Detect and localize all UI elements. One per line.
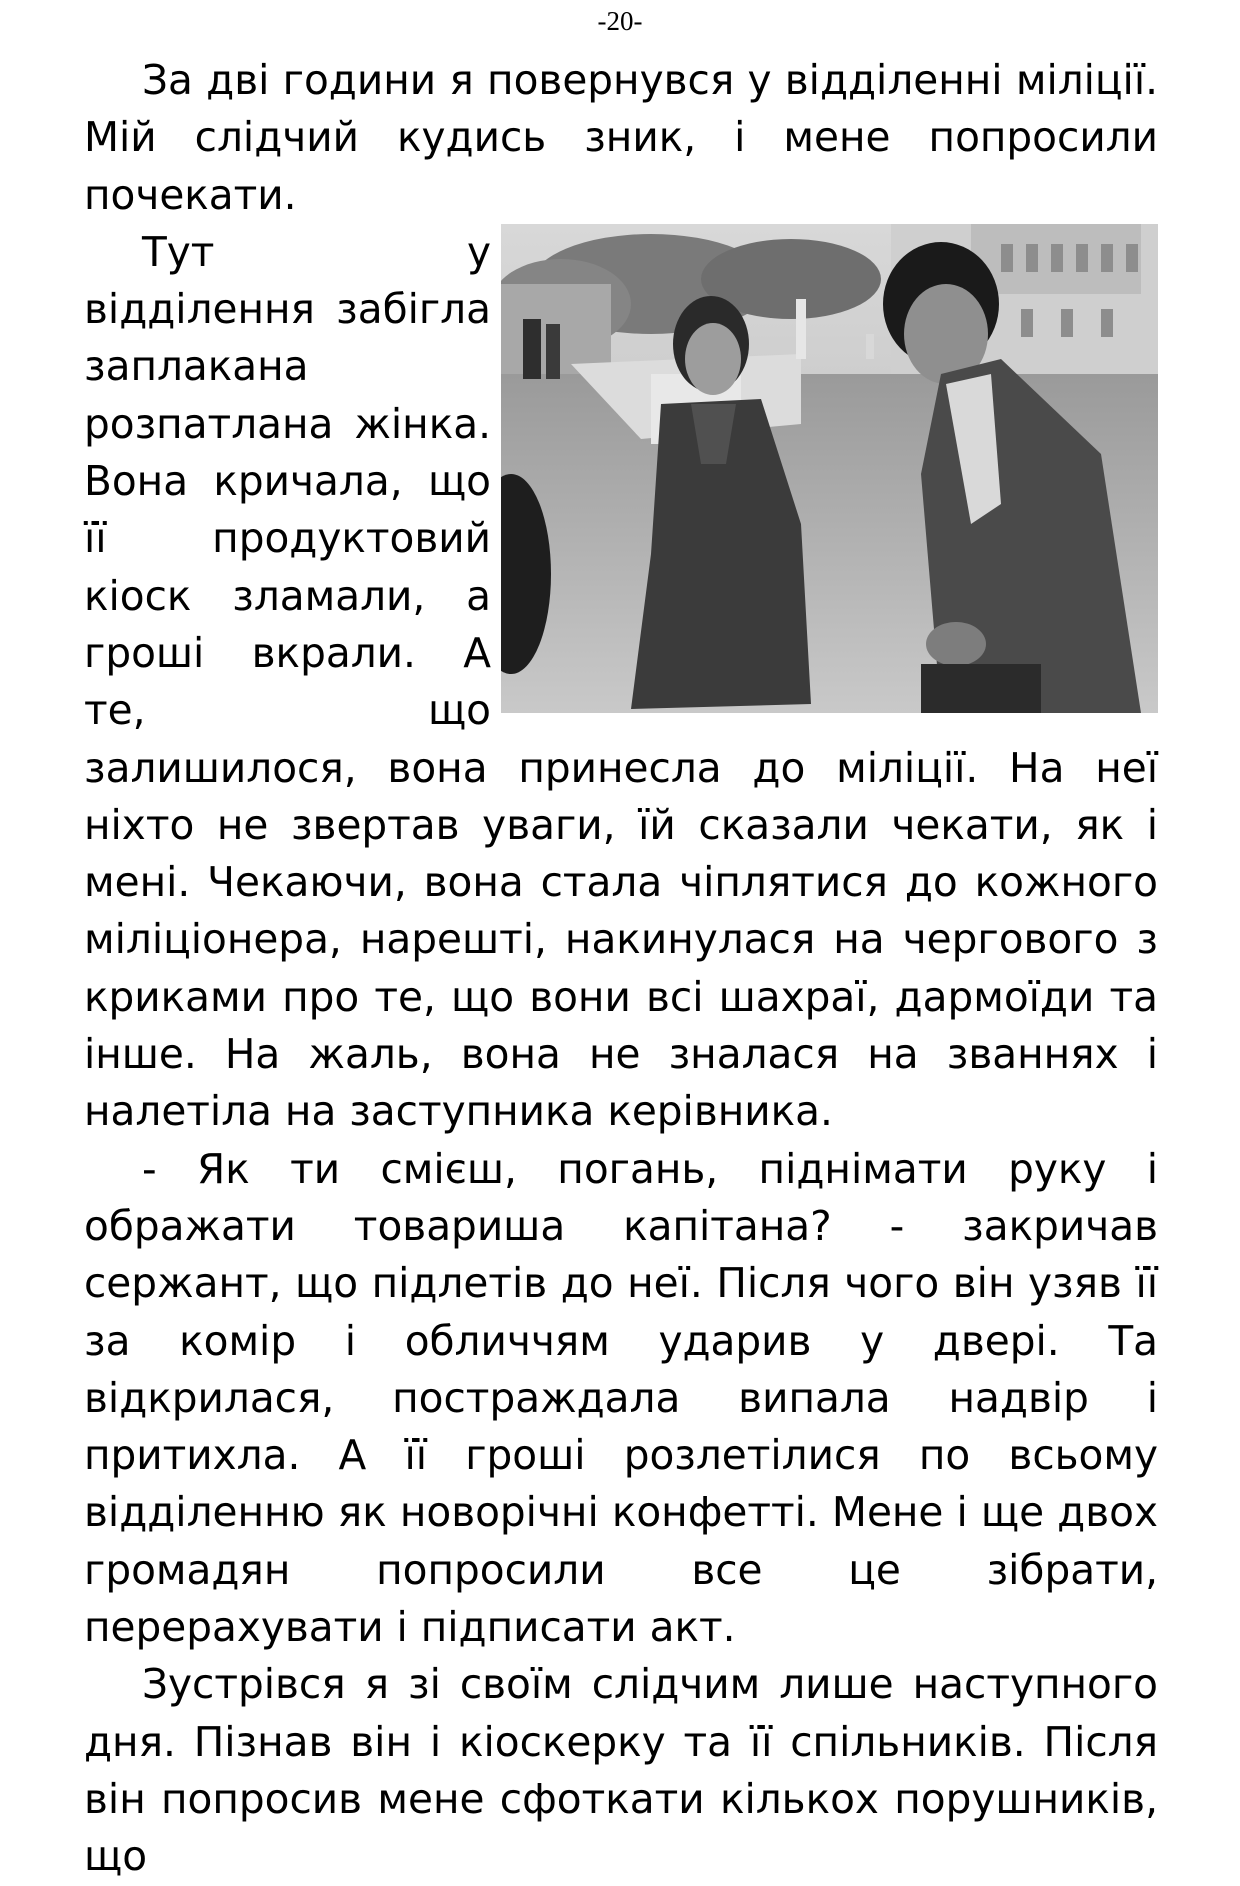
page-number: -20- [597,6,643,36]
paragraph-4: Зустрівся я зі своїм слідчим лише наступного дня. Пізнав він і кіоскерку та її спільників. Після він попросив мене сфоткати кількох порушників, що [84,1660,1158,1881]
paragraph-3: - Як ти смієш, погань, піднімати руку і ображати товариша капітана? - закричав сержант, що підлетів до неї. Після чого він узяв її за комір і обличчям ударив у двері. Та відкрилася, постраждала випала надвір і притихла. А її гроші розлетілися по всьому відділенню як новорічні конфетті. Мене і ще двох громадян попросили все це зібрати, перерахувати і підписати акт. [84,1144,1158,1652]
paragraph-1: За дві години я повернувся у відділенні міліції. Мій слідчий кудись зник, і мене попросили почекати. [84,56,1158,219]
street-photo [501,224,1158,713]
paragraph-2: Тут у відділення забігла заплакана розпатлана жінка. Вона кричала, що її продуктовий кіоск зламали, а гроші вкрали. А те, що залишилося, вона принесла до міліції. На неї ніхто не звертав уваги, їй сказали чекати, як і мені. Чекаючи, вона стала чіплятися до кожного міліціонера, нарешті, накинулася на чергового з криками про те, що вони всі шахраї, дармоїди та інше. На жаль, вона не зналася на званнях і налетіла на заступника керівника. [84,227,1158,1136]
street-photo-image [501,224,1158,713]
body-text [84,52,1158,1886]
